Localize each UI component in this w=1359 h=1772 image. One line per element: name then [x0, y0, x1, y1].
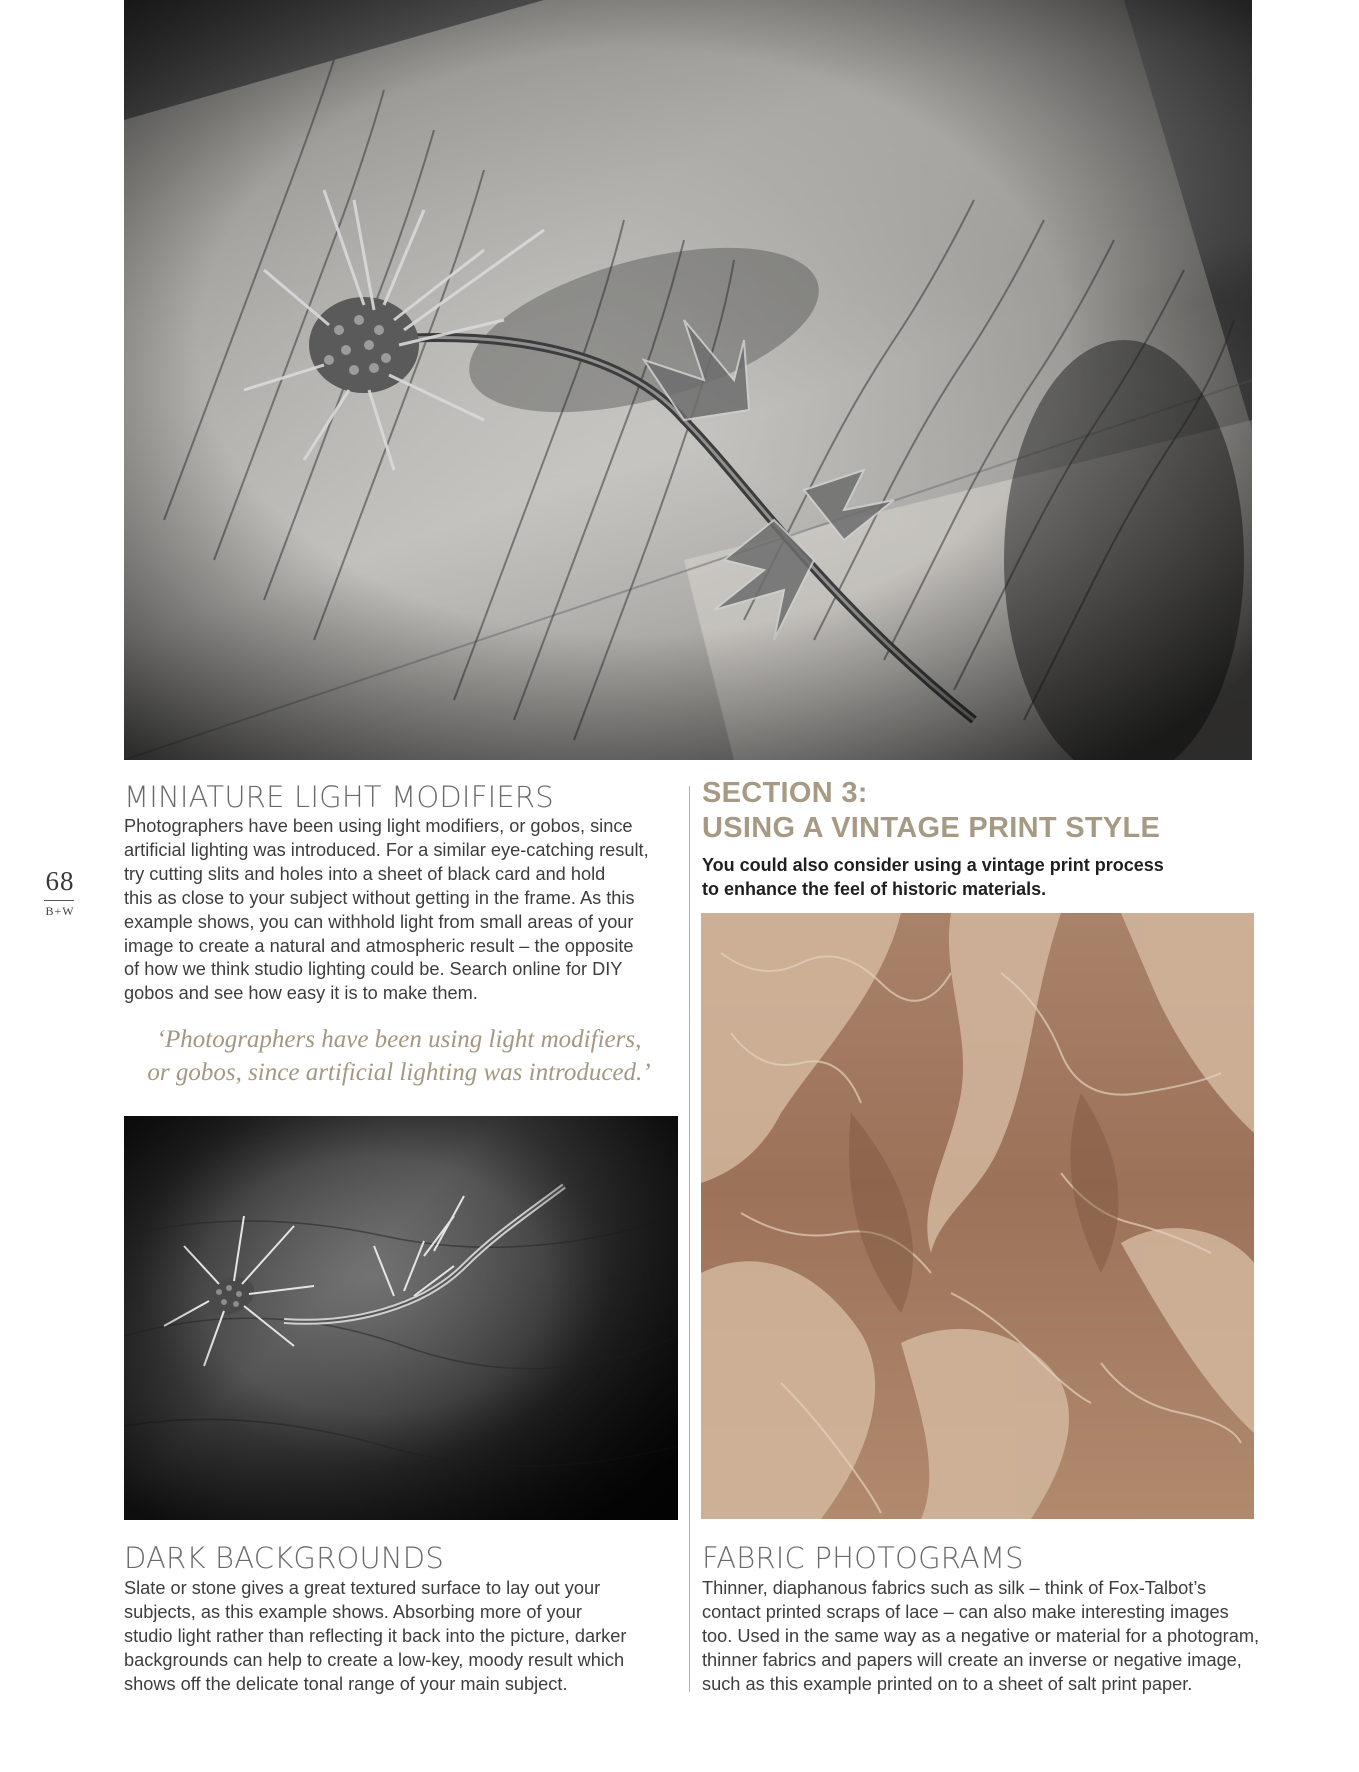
- dark-backgrounds-body: [124, 1577, 684, 1697]
- magazine-mark: B+W: [45, 904, 75, 918]
- section-3-heading-line: USING A VINTAGE PRINT STYLE: [702, 812, 1161, 844]
- body-line: too. Used in the same way as a negative or material for a photogram,: [702, 1625, 1260, 1646]
- section-3-heading-line: SECTION 3:: [702, 777, 868, 809]
- folio-divider: [44, 900, 74, 901]
- section-3-intro: [702, 854, 1164, 901]
- section-3-intro-line: You could also consider using a vintage print process: [702, 855, 1164, 875]
- hero-photo-art: [124, 0, 1252, 760]
- body-line: Photographers have been using light modifiers, or gobos, since: [124, 816, 633, 836]
- body-line: studio light rather than reflecting it back into the picture, darker: [124, 1625, 627, 1646]
- hero-photo: [124, 0, 1252, 760]
- body-line: subjects, as this example shows. Absorbing more of your: [124, 1601, 582, 1622]
- body-line: thinner fabrics and papers will create an inverse or negative image,: [702, 1649, 1242, 1670]
- column-divider: [689, 786, 690, 1692]
- body-line: contact printed scraps of lace – can also make interesting images: [702, 1601, 1229, 1622]
- body-line: artificial lighting was introduced. For a similar eye-catching result,: [124, 839, 649, 860]
- body-line: backgrounds can help to create a low-key, moody result which: [124, 1649, 625, 1670]
- body-line: this as close to your subject without getting in the frame. As this: [124, 887, 635, 908]
- slate-photo-art: [124, 1116, 678, 1520]
- pull-quote-line: or gobos, since artificial lighting was introduced.’: [147, 1059, 651, 1086]
- body-line: Thinner, diaphanous fabrics such as silk – think of Fox-Talbot’s: [702, 1578, 1207, 1598]
- fabric-photograms-body: [702, 1577, 1262, 1697]
- slate-photo: [124, 1116, 678, 1520]
- miniature-light-modifiers-body: [124, 815, 684, 1006]
- body-line: try cutting slits and holes into a sheet of black card and hold: [124, 863, 606, 884]
- salt-print-photo-art: [701, 913, 1254, 1519]
- fabric-photograms-heading: FABRIC PHOTOGRAMS: [702, 1541, 1024, 1575]
- body-line: Slate or stone gives a great textured surface to lay out your: [124, 1578, 601, 1598]
- body-line: such as this example printed on to a sheet of salt print paper.: [702, 1673, 1193, 1694]
- body-line: gobos and see how easy it is to make them.: [124, 983, 478, 1004]
- dark-backgrounds-heading: DARK BACKGROUNDS: [124, 1541, 444, 1575]
- pull-quote: [124, 1023, 674, 1089]
- miniature-light-modifiers-heading: MINIATURE LIGHT MODIFIERS: [124, 780, 554, 814]
- page-number: 68: [45, 866, 75, 896]
- body-line: image to create a natural and atmospheric result – the opposite: [124, 935, 634, 956]
- section-3-intro-line: to enhance the feel of historic materials.: [702, 878, 1047, 899]
- body-line: of how we think studio lighting could be. Search online for DIY: [124, 959, 623, 980]
- salt-print-photo: [701, 913, 1254, 1519]
- body-line: shows off the delicate tonal range of your main subject.: [124, 1673, 568, 1694]
- section-3-heading: [702, 776, 1160, 846]
- body-line: example shows, you can withhold light from small areas of your: [124, 911, 634, 932]
- pull-quote-line: ‘Photographers have been using light modifiers,: [156, 1026, 642, 1053]
